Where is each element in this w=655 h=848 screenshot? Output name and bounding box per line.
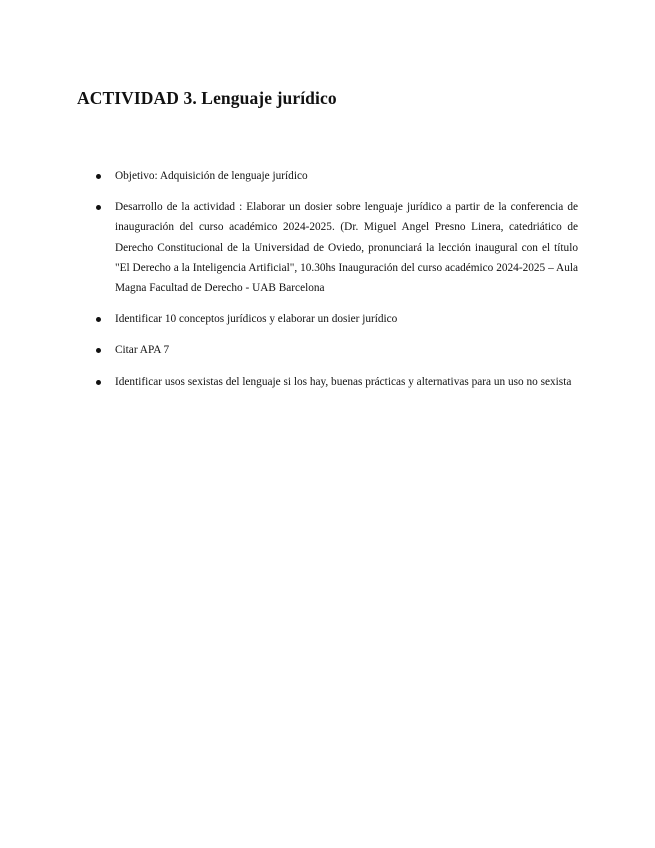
list-item-text: Objetivo: Adquisición de lenguaje jurídico — [115, 170, 308, 182]
bullet-list — [95, 166, 578, 403]
list-item-apa — [95, 340, 578, 360]
bullet-icon — [96, 380, 101, 385]
list-item-text: Identificar usos sexistas del lenguaje si los hay, buenas prácticas y alternativas para un uso no sexista — [115, 375, 572, 388]
list-item-development — [95, 197, 578, 298]
list-item-text: Identificar 10 conceptos jurídicos y elaborar un dosier jurídico — [115, 313, 398, 326]
bullet-icon — [96, 317, 101, 322]
page-title: ACTIVIDAD 3. Lenguaje jurídico — [77, 88, 337, 108]
list-item-text: Citar APA 7 — [115, 344, 170, 357]
list-item-text: Desarrollo de la actividad : Elaborar un dosier sobre lenguaje jurídico a partir de la conferencia de inauguración del curso académico 2024-2025. (Dr. Miguel Angel Presno Linera, catedriático de Derecho Constitucional de la Universidad de Oviedo, pronunciará la lección inaugural con el título "El Derecho a la Inteligencia Artificial", 10.30hs Inauguración del curso académico 2024-2025 – Aula Magna Facultad de Derecho - UAB Barcelona — [115, 201, 578, 295]
bullet-icon — [96, 348, 101, 353]
list-item-language-use — [95, 372, 578, 392]
list-item-concepts — [95, 309, 578, 329]
bullet-icon — [96, 174, 101, 179]
bullet-icon — [96, 205, 101, 210]
list-item-objective — [95, 166, 578, 186]
